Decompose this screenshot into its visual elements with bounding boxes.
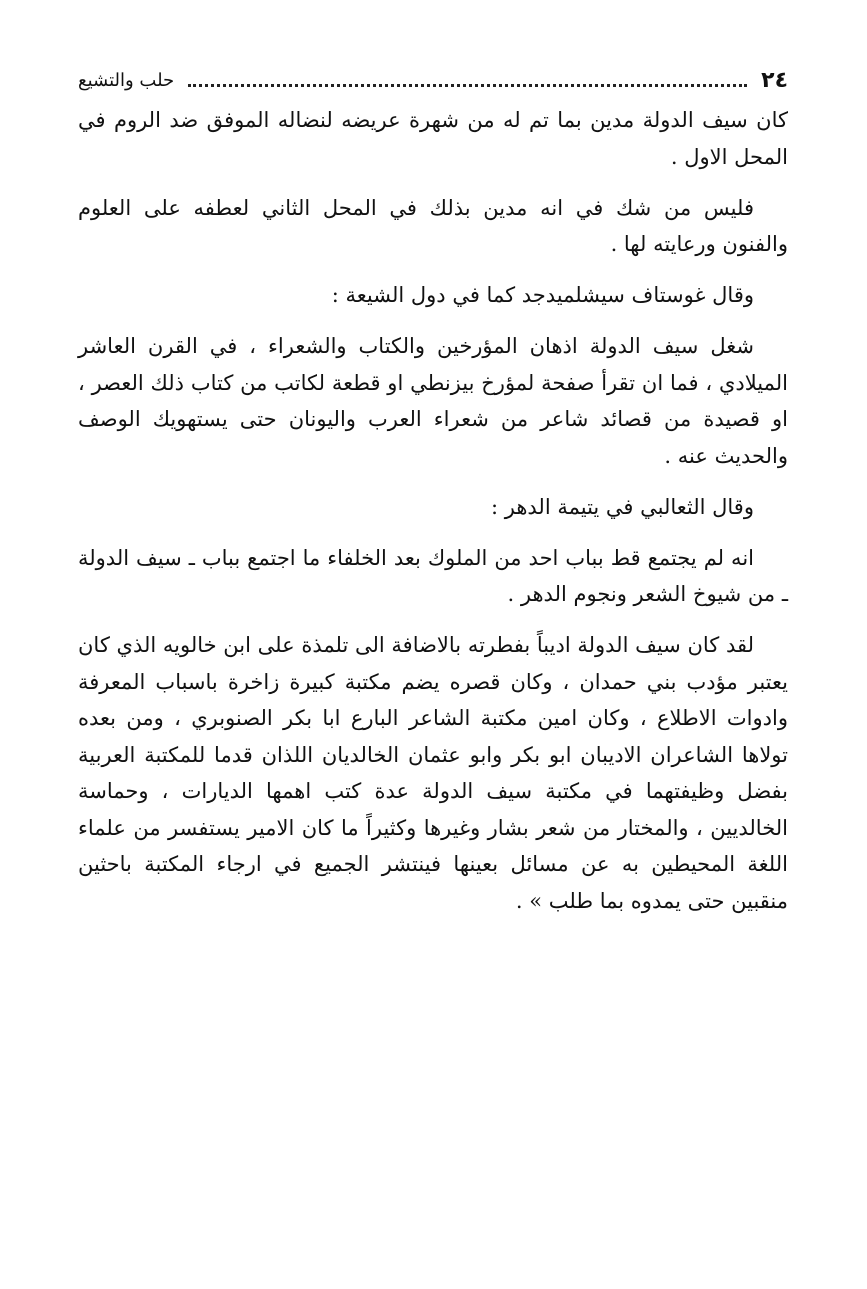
page-header	[78, 62, 788, 98]
running-title: حلب والتشيع	[78, 69, 175, 91]
paragraph-3: وقال غوستاف سيشلميدجد كما في دول الشيعة :	[331, 283, 754, 307]
paragraph-5: وقال الثعالبي في يتيمة الدهر :	[490, 494, 754, 519]
paragraph-2: فليس من شك في انه مدين بذلك في المحل الثاني لعطفه على العلوم والفنون ورعايته لها .	[78, 195, 788, 256]
paragraph-1: كان سيف الدولة مدين بما تم له من شهرة عريضه لنضاله الموفق ضد الروم في المحل الاول .	[78, 108, 788, 169]
page-number: ٢٤	[761, 67, 788, 93]
paragraph-4: شغل سيف الدولة اذهان المؤرخين والكتاب والشعراء ، في القرن العاشر الميلادي ، فما ان تقرأ صفحة لمؤرخ بيزنطي او قطعة لكاتب من كتاب ذلك العصر ، او قصيدة من قصائد شاعر من شعراء العرب واليونان حتى يستهويك الوصف والحديث عنه .	[78, 334, 788, 468]
book-page	[78, 62, 788, 934]
paragraph-6: انه لم يجتمع قط بباب احد من الملوك بعد الخلفاء ما اجتمع بباب ـ سيف الدولة ـ من شيوخ الشعر ونجوم الدهر .	[78, 545, 788, 606]
header-dot-leader	[188, 82, 747, 87]
paragraph-7: لقد كان سيف الدولة اديباً بفطرته بالاضافة الى تلمذة على ابن خالويه الذي كان يعتبر مؤدب بني حمدان ، وكان قصره يضم مكتبة كبيرة زاخرة باسباب المعرفة وادوات الاطلاع ، وكان امين مكتبة الشاعر البارع ابا بكر الصنوبري ، ومن بعده تولاها الشاعران الاديبان ابو بكر وابو عثمان الخالديان اللذان قدما للمكتبة العربية بفضل وظيفتهما في مكتبة سيف الدولة عدة كتب اهمها الديارات ، وحماسة الخالديين ، والمختار من شعر بشار وغيرها وكثيراً ما كان الامير يستفسر من علماء اللغة المحيطين به عن مسائل بعينها فينتشر الجميع في ارجاء المكتبة باحثين منقبين حتى يمدوه بما طلب » .	[78, 633, 788, 913]
